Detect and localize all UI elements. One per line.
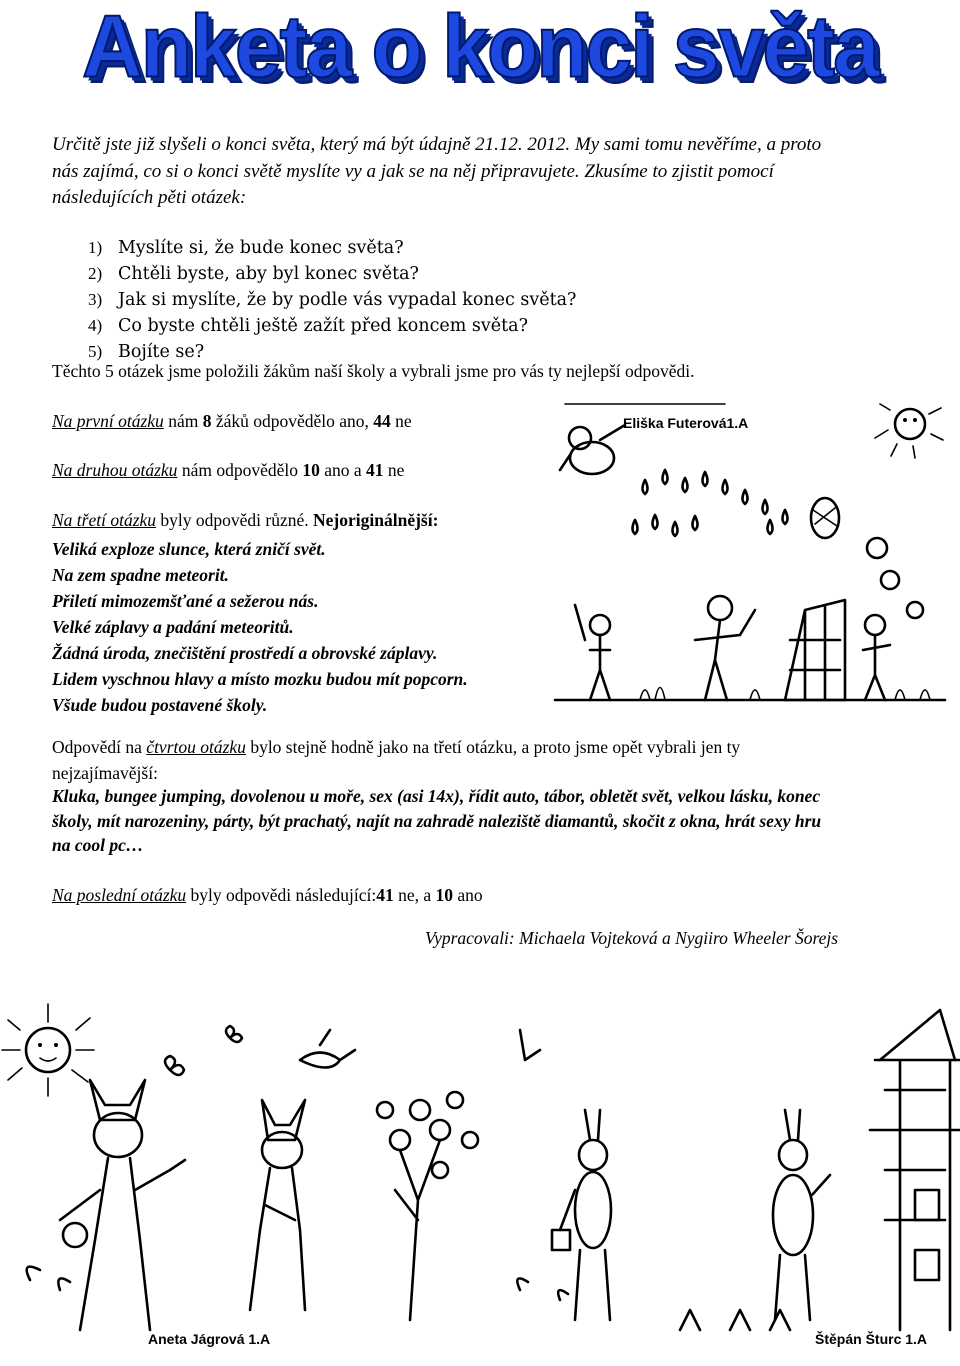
q3-answer-list [52, 536, 468, 718]
intro-line: nás zajímá, co si o konci světě myslíte vy a jak se na něj připravujete. Zkusíme to zjistit pomocí [52, 160, 774, 182]
bottom-drawings [0, 990, 960, 1366]
question-item [88, 287, 788, 313]
q3-answer: Všude budou postavené školy. [52, 695, 268, 715]
girl-figure [560, 425, 625, 474]
q4-answer-line: na cool pc… [52, 835, 144, 855]
q4-answer-line: školy, mít narozeniny, párty, být prachatý, najít na zahradě naleziště diamantů, skočit z okna, hrát sexy hru [52, 810, 822, 831]
q2-text: nám odpovědělo [177, 460, 303, 480]
sun-icon [875, 404, 943, 458]
intro-line: Určitě jste již slyšeli o konci světa, který má být údajně 21.12. 2012. My sami tomu nevěříme, a proto [52, 134, 822, 155]
q1-yes-count: 8 [202, 411, 212, 431]
q1-text: žáků odpovědělo ano, [211, 411, 374, 431]
answer-q5 [52, 885, 483, 906]
tree-figure [377, 1092, 478, 1320]
top-artist-label: Eliška Futerová1.A [623, 415, 749, 431]
cat-figure [250, 1100, 305, 1310]
butterfly-icon [165, 1026, 242, 1075]
question-number: 1) [88, 238, 103, 257]
q3-answer: Na zem spadne meteorit. [52, 565, 229, 585]
answer-q4 [52, 734, 912, 786]
q5-no-count: 41 [376, 885, 394, 905]
q1-label: Na první otázku [52, 411, 164, 431]
rain-drops [633, 470, 788, 536]
question-number: 3) [88, 290, 103, 309]
q5-label: Na poslední otázku [52, 885, 187, 905]
q2-label: Na druhou otázku [52, 460, 178, 480]
question-text: Myslíte si, že bude konec světa? [118, 238, 404, 258]
q4-line: nejzajímavější: [52, 763, 158, 783]
question-item [88, 261, 788, 287]
answer-q3 [52, 510, 438, 531]
question-list [88, 235, 788, 365]
question-number: 4) [88, 316, 103, 335]
top-drawing [545, 400, 950, 715]
question-number: 2) [88, 264, 103, 283]
sun-icon [2, 1004, 94, 1096]
title-banner [0, 0, 960, 100]
q3-label: Na třetí otázku [52, 510, 157, 530]
question-text: Bojíte se? [118, 342, 205, 362]
q2-text: ne [383, 460, 405, 480]
intro-line: následujících pěti otázek: [52, 187, 247, 208]
q5-text: byly odpovědi následující: [186, 885, 377, 905]
q2-yes-count: 10 [302, 460, 320, 480]
question-item [88, 313, 788, 339]
q5-text: ne, a [393, 885, 436, 905]
questions-summary: Těchto 5 otázek jsme položili žákům naší školy a vybrali jsme pro vás ty nejlepší odpovědi. [52, 361, 695, 381]
q4-answer-list [52, 784, 912, 858]
q3-answer: Lidem vyschnou hlavy a místo mozku budou mít popcorn. [52, 669, 468, 689]
q3-text: byly odpovědi různé. [156, 510, 314, 530]
q3-answer: Přiletí mimozemšťané a sežerou nás. [52, 591, 319, 611]
q1-text: ne [390, 411, 412, 431]
q4-line [52, 734, 912, 760]
q3-answer: Žádná úroda, znečištění prostředí a obrovské záplavy. [52, 643, 438, 663]
bunny-figure [773, 1110, 830, 1320]
bird-icon [300, 1030, 355, 1068]
question-text: Chtěli byste, aby byl konec světa? [118, 264, 419, 284]
answer-q1 [52, 411, 412, 432]
meteor-icon [811, 498, 923, 618]
bottom-right-artist-label: Štěpán Šturc 1.A [815, 1331, 928, 1347]
answer-q2 [52, 460, 404, 481]
intro-paragraph [52, 132, 912, 212]
q4-answer-line: Kluka, bungee jumping, dovolenou u moře, sex (asi 14x), řídit auto, tábor, obletět svět, velkou lásku, konec [52, 786, 821, 806]
q2-text: ano a [319, 460, 367, 480]
q4-suffix: bylo stejně hodně jako na třetí otázku, a proto jsme opět vybrali jen ty [245, 737, 741, 757]
question-number: 5) [88, 342, 103, 361]
q4-prefix: Odpovědí na [52, 737, 147, 757]
cat-figure [60, 1080, 185, 1330]
q1-text: nám [163, 411, 203, 431]
flowers [27, 1030, 790, 1330]
q3-highlight: Nejoriginálnější: [313, 510, 439, 530]
question-text: Jak si myslíte, že by podle vás vypadal konec světa? [118, 290, 577, 310]
q3-answer: Veliká exploze slunce, která zničí svět. [52, 539, 326, 559]
q2-no-count: 41 [366, 460, 384, 480]
figures-row [555, 596, 945, 700]
question-text: Co byste chtěli ještě zažít před koncem světa? [118, 316, 528, 336]
question-item [88, 235, 788, 261]
q3-answer: Velké záplavy a padání meteoritů. [52, 617, 294, 637]
page-title: Anketa o konci světa [82, 0, 878, 96]
bottom-left-artist-label: Aneta Jágrová 1.A [148, 1331, 271, 1347]
house-figure [870, 1010, 960, 1330]
author-signature: Vypracovali: Michaela Vojteková a Nygiiro Wheeler Šorejs [425, 928, 839, 948]
q5-text: ano [453, 885, 483, 905]
q4-label: čtvrtou otázku [146, 737, 246, 757]
q5-yes-count: 10 [435, 885, 454, 905]
bunny-figure [552, 1110, 611, 1320]
q1-no-count: 44 [373, 411, 391, 431]
